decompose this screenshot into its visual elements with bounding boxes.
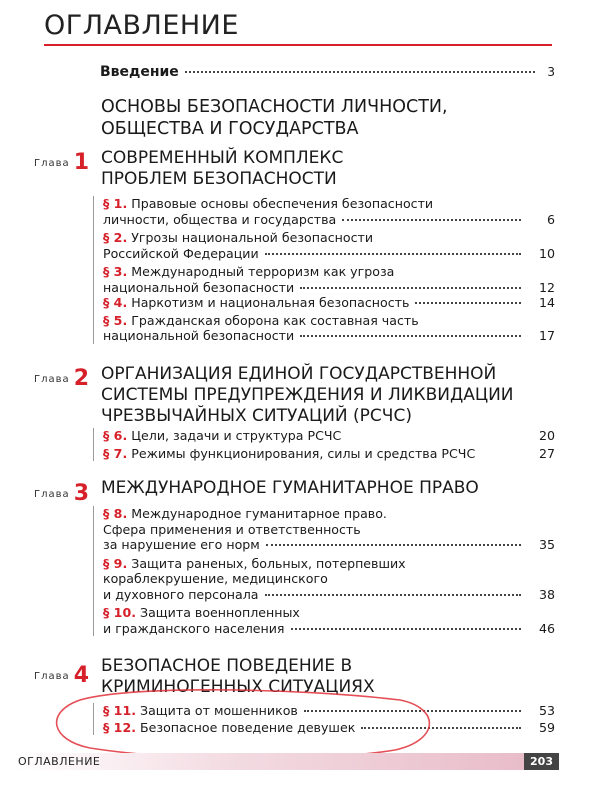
dot-leader bbox=[185, 71, 535, 73]
toc-entry[interactable] bbox=[94, 703, 555, 719]
chapter-number: 1 bbox=[73, 150, 90, 175]
chapter-word: Глава bbox=[34, 489, 70, 500]
toc-entry[interactable] bbox=[94, 295, 555, 311]
entry-text: Правовые основы обеспечения безопасности bbox=[131, 196, 434, 211]
chapter-word: Глава bbox=[34, 671, 70, 682]
entry-text: и духовного персонала bbox=[103, 586, 259, 602]
dot-leader bbox=[361, 727, 521, 729]
chapter-title-1: СОВРЕМЕННЫЙ КОМПЛЕКС ПРОБЛЕМ БЕЗОПАСНОСТИ bbox=[101, 148, 344, 189]
chapter-label-1 bbox=[0, 150, 90, 175]
entry-text: Гражданская оборона как составная часть bbox=[131, 312, 419, 328]
section-number: § 3. bbox=[103, 264, 128, 279]
dot-leader bbox=[300, 335, 521, 337]
dot-leader bbox=[265, 253, 521, 255]
section-number: § 7. bbox=[103, 445, 128, 461]
chapter-entries-3 bbox=[93, 506, 558, 636]
footer-page-number: 203 bbox=[524, 753, 559, 770]
toc-entry[interactable] bbox=[94, 506, 555, 553]
page-footer bbox=[14, 753, 559, 770]
entry-text: личности, общества и государства bbox=[103, 211, 337, 227]
entry-text: Защита от мошенников bbox=[140, 703, 298, 718]
chapter-title-3: МЕЖДУНАРОДНОЕ ГУМАНИТАРНОЕ ПРАВО bbox=[101, 478, 479, 498]
chapter-number: 3 bbox=[73, 481, 90, 506]
toc-entry[interactable] bbox=[94, 196, 555, 227]
chapter-entries-2 bbox=[93, 428, 558, 461]
section-number: § 2. bbox=[103, 230, 128, 245]
toc-entry[interactable] bbox=[94, 446, 555, 462]
entry-text: Безопасное поведение девушек bbox=[140, 719, 356, 735]
entry-page: 6 bbox=[546, 211, 555, 227]
entry-page: 20 bbox=[538, 428, 555, 443]
section-number: § 5. bbox=[103, 312, 128, 328]
chapter-word: Глава bbox=[34, 158, 70, 169]
dot-leader bbox=[266, 544, 521, 546]
part-heading: ОСНОВЫ БЕЗОПАСНОСТИ ЛИЧНОСТИ, ОБЩЕСТВА И ГОСУДАРСТВА bbox=[101, 97, 448, 139]
entry-page: 35 bbox=[538, 537, 555, 552]
chapter-entries-4 bbox=[93, 703, 558, 735]
toc-entry[interactable] bbox=[94, 605, 555, 636]
entry-text: Наркотизм и национальная безопасность bbox=[131, 295, 410, 310]
toc-entry[interactable] bbox=[94, 313, 555, 344]
entry-text: Цели, задачи и структура РСЧС bbox=[131, 428, 342, 443]
toc-entry[interactable] bbox=[94, 264, 555, 295]
entry-text: Режимы функционирования, силы и средства РСЧС bbox=[131, 445, 476, 461]
page-title: ОГЛАВЛЕНИЕ bbox=[44, 10, 239, 41]
entry-page: 12 bbox=[538, 279, 555, 295]
entry-page: 17 bbox=[538, 328, 555, 343]
entry-text: и гражданского населения bbox=[103, 620, 285, 636]
toc-entry[interactable] bbox=[94, 428, 555, 444]
chapter-entries-1 bbox=[93, 196, 558, 344]
toc-entry[interactable] bbox=[94, 230, 555, 261]
toc-entry[interactable] bbox=[94, 556, 555, 603]
intro-entry[interactable] bbox=[100, 64, 555, 80]
dot-leader bbox=[342, 219, 521, 221]
entry-text: Угрозы национальной безопасности bbox=[131, 230, 374, 245]
section-number: § 11. bbox=[103, 703, 136, 718]
dot-leader bbox=[304, 710, 521, 712]
entry-page: 46 bbox=[538, 620, 555, 636]
dot-leader bbox=[300, 287, 521, 289]
entry-page: 38 bbox=[538, 586, 555, 602]
entry-text: Международный терроризм как угроза bbox=[131, 264, 395, 279]
chapter-label-3 bbox=[0, 481, 90, 506]
entry-page: 53 bbox=[538, 703, 555, 718]
entry-page: 27 bbox=[538, 445, 555, 461]
entry-page: 14 bbox=[538, 295, 555, 310]
chapter-number: 4 bbox=[73, 663, 90, 688]
footer-title: ОГЛАВЛЕНИЕ bbox=[18, 755, 101, 768]
chapter-word: Глава bbox=[34, 374, 70, 385]
chapter-label-4 bbox=[0, 663, 90, 688]
entry-text: Международное гуманитарное право. bbox=[131, 506, 387, 521]
entry-page: 10 bbox=[538, 245, 555, 261]
section-number: § 10. bbox=[103, 605, 136, 620]
intro-page: 3 bbox=[547, 65, 555, 79]
chapter-number: 2 bbox=[73, 366, 90, 391]
entry-text: национальной безопасности bbox=[103, 279, 295, 295]
dot-leader bbox=[291, 628, 522, 630]
section-number: § 9. bbox=[103, 555, 128, 571]
entry-text: Защита раненых, больных, потерпевших bbox=[131, 555, 406, 571]
entry-text: Защита военнопленных bbox=[140, 605, 300, 620]
toc-entry[interactable] bbox=[94, 720, 555, 736]
section-number: § 4. bbox=[103, 295, 128, 310]
section-number: § 6. bbox=[103, 428, 128, 443]
entry-text: за нарушение его норм bbox=[103, 537, 260, 552]
entry-text: национальной безопасности bbox=[103, 328, 295, 343]
chapter-title-2: ОРГАНИЗАЦИЯ ЕДИНОЙ ГОСУДАРСТВЕННОЙ СИСТЕМЫ ПРЕДУПРЕЖДЕНИЯ И ЛИКВИДАЦИИ ЧРЕЗВЫЧАЙНЫХ СИТУАЦИЙ (РСЧС) bbox=[101, 364, 514, 426]
entry-page: 59 bbox=[538, 719, 555, 735]
entry-text: кораблекрушение, медицинского bbox=[103, 571, 328, 586]
section-number: § 12. bbox=[103, 719, 136, 735]
intro-label: Введение bbox=[100, 64, 179, 80]
chapter-title-4: БЕЗОПАСНОЕ ПОВЕДЕНИЕ В КРИМИНОГЕННЫХ СИТУАЦИЯХ bbox=[101, 656, 375, 697]
dot-leader bbox=[415, 302, 521, 304]
section-number: § 1. bbox=[103, 196, 128, 211]
section-number: § 8. bbox=[103, 506, 128, 521]
chapter-label-2 bbox=[0, 366, 90, 391]
entry-text: Российской Федерации bbox=[103, 245, 259, 261]
entry-text: Сфера применения и ответственность bbox=[103, 521, 361, 537]
title-divider bbox=[44, 44, 552, 46]
dot-leader bbox=[265, 594, 521, 596]
